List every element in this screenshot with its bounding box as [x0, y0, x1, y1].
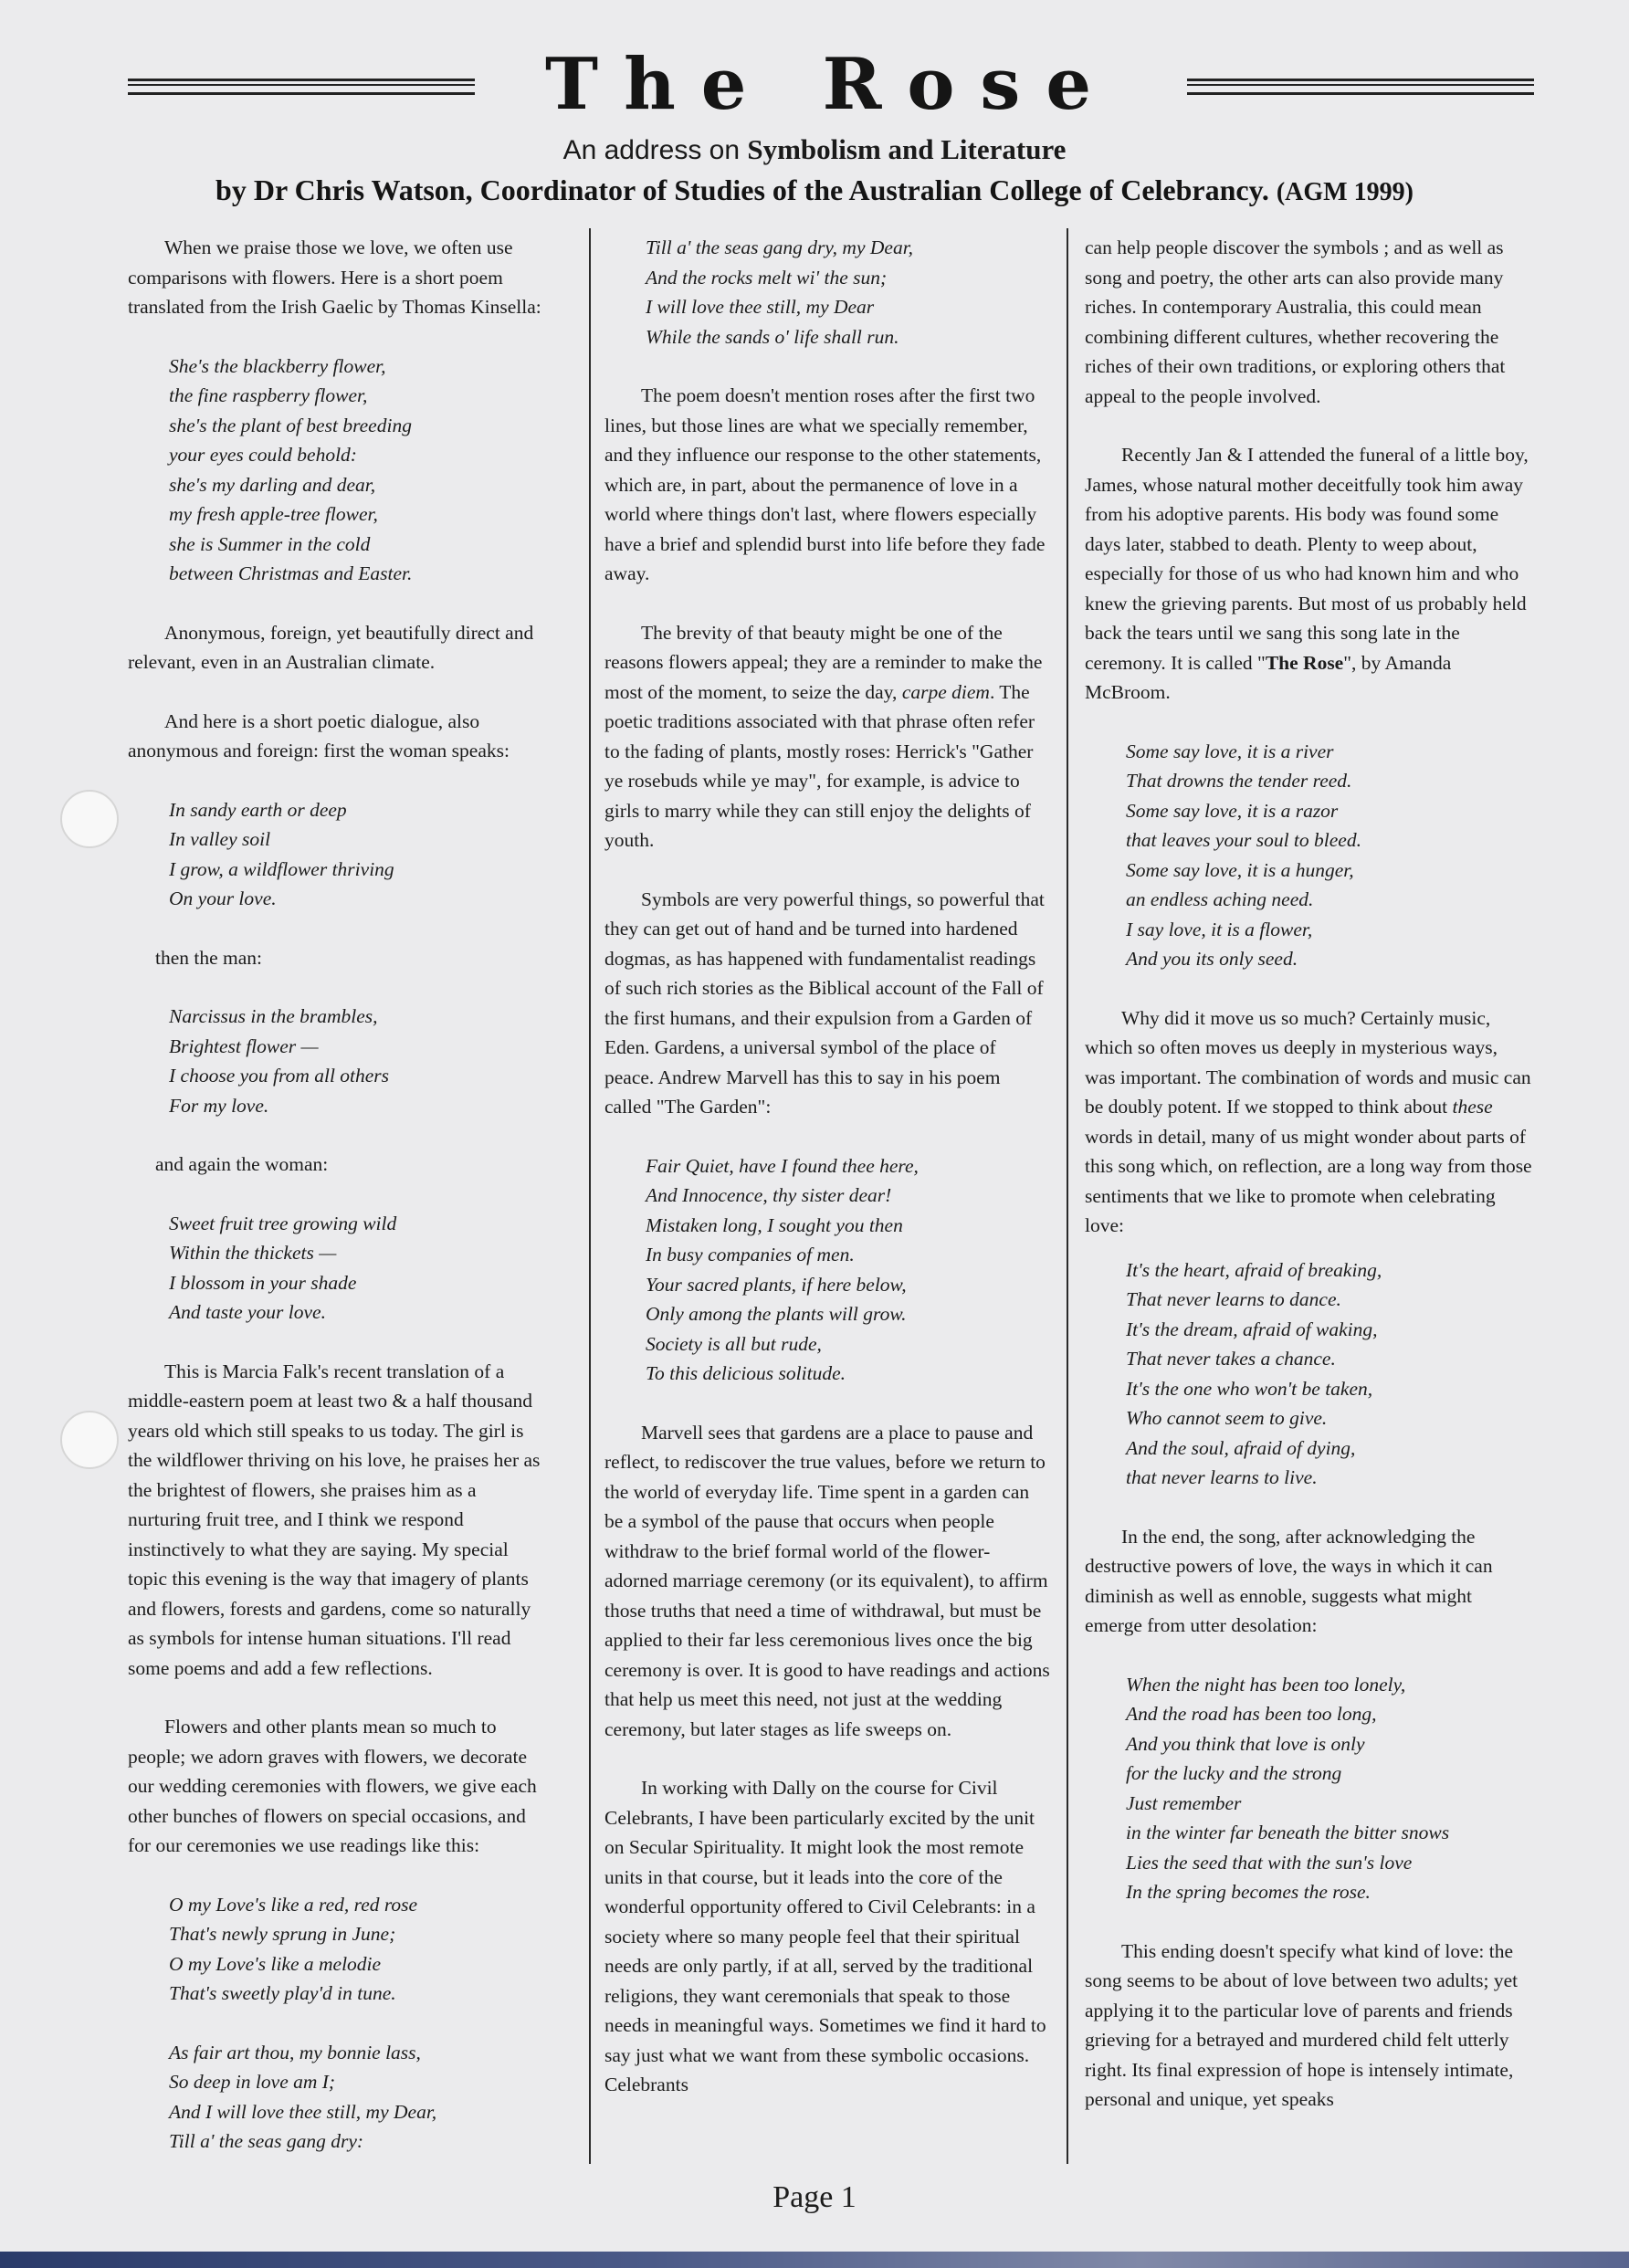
page-number: Page 1 [772, 2180, 857, 2214]
poem-line: When the night has been too lonely, [1126, 1673, 1406, 1696]
poem-line: So deep in love am I; [169, 2071, 336, 2093]
paragraph: then the man: [155, 946, 263, 969]
poem-line: Only among the plants will grow. [646, 1303, 907, 1325]
poem-line: she's the plant of best breeding [169, 414, 412, 436]
paragraph: Flowers and other plants mean so much to people; we adorn graves with flowers, we decorate our wedding ceremonies with flowers, we give each other bunches of flowers on special occasions, and for our ceremonies we use readings like this: [128, 1716, 537, 1856]
paragraph [604, 618, 1050, 856]
poem-line: Sweet fruit tree growing wild [169, 1212, 397, 1234]
poem-line: she's my darling and dear, [169, 473, 376, 496]
poem-line: for the lucky and the strong [1126, 1762, 1342, 1784]
poem-line: Till a' the seas gang dry: [169, 2130, 364, 2152]
poem-line: Just remember [1126, 1791, 1242, 1814]
poem-line: I will love thee still, my Dear [646, 296, 875, 318]
poem-line: that never learns to live. [1126, 1466, 1318, 1488]
song-title: The Rose [1265, 651, 1344, 674]
poem-line: between Christmas and Easter. [169, 562, 413, 584]
paragraph: And here is a short poetic dialogue, also anonymous and foreign: first the woman speaks: [128, 709, 510, 761]
punch-hole [60, 1411, 119, 1469]
paragraph-text: words in detail, many of us might wonder about parts of this song which, on reflection, are a long way from those sentiments that we like to promote when celebrating love: [1085, 1125, 1532, 1236]
poem-line: That never takes a chance. [1126, 1348, 1336, 1370]
paragraph: This ending doesn't specify what kind of love: the song seems to be about of love between two adults; yet applying it to the particular love of parents and friends grieving for a betrayed and murdered child felt utterly right. Its final expression of hope is intensely intimate, personal and unique, yet speaks [1085, 1939, 1519, 2110]
poem-block [1085, 1255, 1532, 1493]
paragraph: Anonymous, foreign, yet beautifully direct and relevant, even in an Australian climate. [128, 621, 534, 673]
poem-line: In the spring becomes the rose. [1126, 1881, 1371, 1903]
poem-block [128, 1890, 548, 2009]
poem-line: Some say love, it is a river [1126, 740, 1334, 762]
poem-line: For my love. [169, 1094, 269, 1117]
poem-line: I choose you from all others [169, 1065, 390, 1087]
punch-hole [60, 790, 119, 848]
poem-line: Society is all but rude, [646, 1332, 822, 1355]
poem-block [128, 1002, 548, 1120]
poem-line: And you think that love is only [1126, 1732, 1365, 1755]
poem-line: And Innocence, thy sister dear! [646, 1184, 892, 1206]
paragraph-text: . The poetic traditions associated with that phrase often refer to the fading of plants, mostly roses: Herrick's "Gather ye rosebuds while ye may", for example, is advice to girls to marry while they can still enjoy the delights of youth. [604, 680, 1035, 851]
subtitle-topic: Symbolism and Literature [747, 133, 1067, 165]
paragraph: When we praise those we love, we often use comparisons with flowers. Here is a short poem translated from the Irish Gaelic by Thomas Kinsella: [128, 236, 541, 318]
poem-line: an endless aching need. [1126, 888, 1314, 910]
paragraph-text: Why did it move us so much? Certainly music, which so often moves us deeply in mysterious ways, was important. The combination of words and music can be doubly potent. If we stopped to think about [1085, 1006, 1531, 1118]
poem-line: And taste your love. [169, 1301, 326, 1323]
poem-line: O my Love's like a red, red rose [169, 1893, 418, 1916]
poem-line: O my Love's like a melodie [169, 1952, 382, 1975]
poem-line: That never learns to dance. [1126, 1288, 1341, 1310]
title-rule-right [1187, 79, 1534, 95]
poem-line: I blossom in your shade [169, 1271, 357, 1294]
poem-line: That's newly sprung in June; [169, 1923, 396, 1945]
poem-line: Narcissus in the brambles, [169, 1005, 378, 1027]
column-divider [1067, 228, 1068, 2164]
poem-line: That drowns the tender reed. [1126, 770, 1352, 792]
poem-line: Some say love, it is a razor [1126, 799, 1339, 822]
poem-line: I grow, a wildflower thriving [169, 857, 394, 880]
paragraph: In the end, the song, after acknowledging the destructive powers of love, the ways in which it can diminish as well as ennoble, suggests what might emerge from utter desolation: [1085, 1525, 1493, 1636]
poem-line: Mistaken long, I sought you then [646, 1213, 903, 1236]
page-title: The Rose [545, 43, 1117, 126]
paragraph [1085, 440, 1532, 708]
paragraph: This is Marcia Falk's recent translation of a middle-eastern poem at least two & a half thousand years old which still speaks to us today. The girl is the wildflower thriving on his love, he praises her as the brightest of flowers, she praises him as a nurturing fruit tree, and I think we respond instinctively to what they are saying. My special topic this evening is the way that imagery of plants and flowers, forests and gardens, come so naturally as symbols for intense human situations. I'll read some poems and add a few reflections. [128, 1360, 541, 1679]
poem-block [604, 1151, 1050, 1389]
paragraph-emphasis: these [1452, 1096, 1493, 1118]
column-3 [1085, 233, 1532, 2115]
poem-line: It's the dream, afraid of waking, [1126, 1318, 1378, 1340]
paragraph-emphasis: carpe diem [901, 680, 990, 703]
poem-block [604, 233, 1050, 352]
poem-line: And the soul, afraid of dying, [1126, 1436, 1356, 1459]
poem-line: Who cannot seem to give. [1126, 1407, 1328, 1429]
poem-line: in the winter far beneath the bitter snows [1126, 1822, 1450, 1843]
column-2 [604, 233, 1050, 2100]
title-rule-left [128, 79, 475, 95]
poem-line: the fine raspberry flower, [169, 384, 368, 406]
poem-line: On your love. [169, 887, 277, 909]
poem-line: In sandy earth or deep [169, 798, 347, 821]
paragraph: can help people discover the symbols ; and as well as song and poetry, the other arts can also provide many riches. In contemporary Australia, this could mean combining different cultures, whether recovering the riches of their own traditions, or exploring others that appeal to the people involved. [1085, 236, 1506, 407]
poem-block [1085, 737, 1532, 974]
poem-line: In valley soil [169, 828, 271, 850]
poem-block [128, 352, 548, 589]
poem-line: And the rocks melt wi' the sun; [646, 266, 888, 289]
poem-line: She's the blackberry flower, [169, 354, 386, 377]
title-row [128, 43, 1534, 128]
poem-line: And the road has been too long, [1126, 1703, 1377, 1725]
poem-block [1085, 1670, 1532, 1907]
poem-line: your eyes could behold: [169, 444, 357, 466]
poem-line: Fair Quiet, have I found thee here, [646, 1154, 919, 1177]
poem-line: It's the heart, afraid of breaking, [1126, 1258, 1382, 1281]
poem-line: That's sweetly play'd in tune. [169, 1982, 396, 2004]
poem-line: In busy companies of men. [646, 1244, 855, 1265]
paragraph-text: The brevity of that beauty might be one of the reasons flowers appeal; they are a reminder to make the most of the moment, to seize the day, [604, 621, 1043, 703]
poem-line: As fair art thou, my bonnie lass, [169, 2041, 421, 2063]
byline [0, 173, 1629, 207]
poem-line: my fresh apple-tree flower, [169, 503, 378, 525]
poem-line: Till a' the seas gang dry, my Dear, [646, 236, 914, 258]
poem-block [128, 1209, 548, 1328]
poem-line: Lies the seed that with the sun's love [1126, 1851, 1413, 1874]
poem-block [128, 795, 548, 914]
column-divider [589, 228, 591, 2164]
poem-line: Brightest flower — [169, 1034, 319, 1057]
poem-line: Within the thickets — [169, 1242, 337, 1264]
paragraph [1085, 1003, 1532, 1241]
poem-line: Some say love, it is a hunger, [1126, 858, 1354, 881]
paragraph-text: ", by Amanda McBroom. [1085, 651, 1452, 703]
scan-edge [0, 2252, 1629, 2268]
subtitle-prefix: An address on [562, 135, 748, 165]
paragraph: and again the woman: [155, 1153, 329, 1175]
poem-line: she is Summer in the cold [169, 532, 371, 555]
poem-block [128, 2038, 548, 2157]
poem-line: I say love, it is a flower, [1126, 918, 1313, 940]
poem-line: To this delicious solitude. [646, 1362, 846, 1384]
paragraph: Marvell sees that gardens are a place to pause and reflect, to rediscover the true values, before we return to the world of everyday life. Time spent in a garden can be a symbol of the pause that occurs when people withdraw to the brief formal world of the flower-adorned marriage ceremony (or its equivalent), to affirm those truths that need a time of withdrawal, but must be applied to their far less ceremonious lives once the big ceremony is over. It is good to have readings and actions that help us meet this need, not just at the wedding ceremony, but later stages as life sweeps on. [604, 1421, 1050, 1740]
subtitle [0, 133, 1629, 166]
poem-line: It's the one who won't be taken, [1126, 1377, 1373, 1400]
poem-line: And I will love thee still, my Dear, [169, 2100, 437, 2123]
byline-author: by Dr Chris Watson, Coordinator of Studies of the Australian College of Celebrancy. [215, 173, 1269, 206]
poem-line: While the sands o' life shall run. [646, 325, 899, 348]
column-1 [128, 233, 548, 2157]
poem-line: Your sacred plants, if here below, [646, 1273, 907, 1296]
poem-line: that leaves your soul to bleed. [1126, 829, 1361, 851]
paragraph: The poem doesn't mention roses after the first two lines, but those lines are what we specially remember, and they influence our response to the other statements, which are, in part, about the permanence of love in a world where things don't last, where flowers especially have a brief and splendid burst into life before they fade away. [604, 384, 1046, 584]
paragraph: In working with Dally on the course for Civil Celebrants, I have been particularly excited by the unit on Secular Spirituality. It might look the most remote units in that course, but it leads into the core of the wonderful opportunity offered to Civil Celebrants: in a society where so many people feel that their spiritual needs are only partly, if at all, served by the traditional religions, they want ceremonials that speak to those needs in meaningful ways. Sometimes we find it hard to say just what we want from these symbolic occasions. Celebrants [604, 1777, 1046, 2095]
paragraph: Symbols are very powerful things, so powerful that they can get out of hand and be turned into hardened dogmas, as has happened with fundamentalist readings of such rich stories as the Biblical account of the Fall of the first humans, and their expulsion from a Garden of Eden. Gardens, a universal symbol of the place of peace. Andrew Marvell has this to say in his poem called "The Garden": [604, 887, 1045, 1118]
byline-tag: (AGM 1999) [1276, 178, 1414, 206]
poem-line: And you its only seed. [1126, 948, 1298, 970]
paragraph-text: Recently Jan & I attended the funeral of a little boy, James, whose natural mother deceitfully took him away from his adoptive parents. His body was found some days later, stabbed to death. Plenty to weep about, especially for those of us who had known him and who knew the grieving parents. But most of us probably held back the tears until we sang this song late in the ceremony. It is called " [1085, 444, 1529, 674]
